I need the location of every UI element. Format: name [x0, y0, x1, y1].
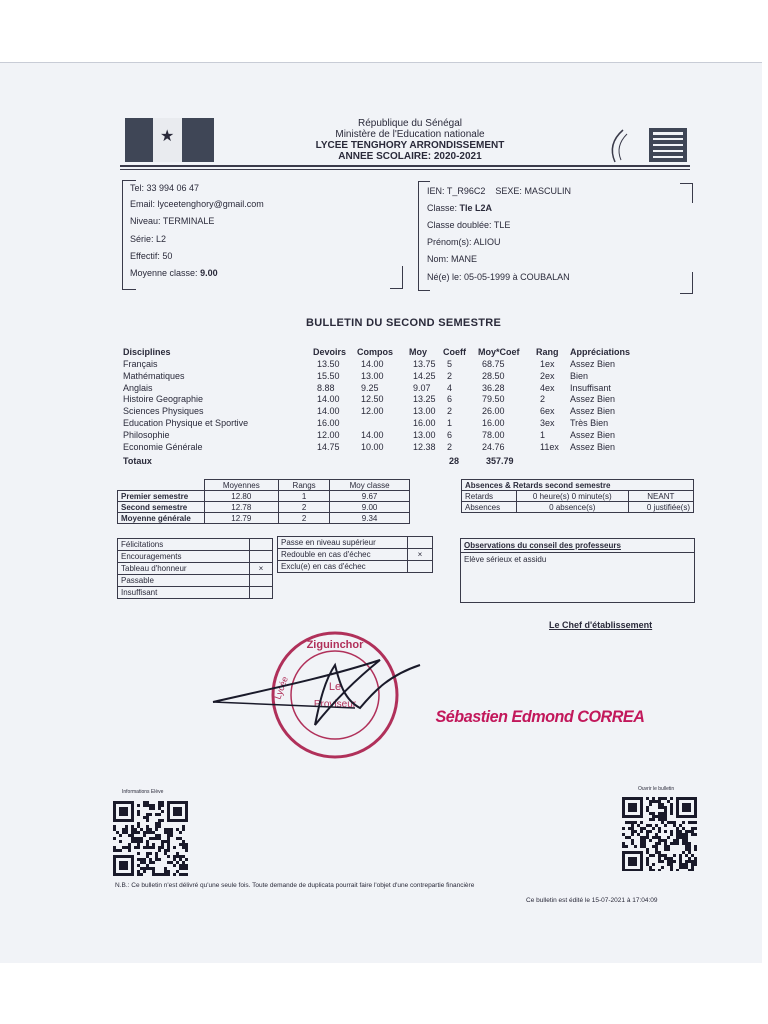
grade-cell: 24.76 [482, 441, 505, 452]
grade-cell: 16.00 [413, 418, 436, 428]
grade-cell: 15.50 [317, 370, 340, 381]
grade-cell: 2 [447, 406, 453, 417]
grades-header-7: Appréciations [570, 347, 631, 357]
absences-table [461, 479, 694, 513]
semester-header-row: Moyennes Rangs Moy classe [118, 480, 410, 491]
grade-cell: 14.00 [317, 406, 340, 417]
student-prenom: Prénom(s): ALIOU [427, 237, 501, 247]
qr-code-bulletin-icon[interactable] [622, 797, 700, 871]
absences-title: Absences & Retards second semestre [462, 480, 694, 491]
grade-cell: 2 [540, 394, 546, 405]
school-tel: Tel: 33 994 06 47 [130, 183, 200, 193]
grade-cell: 26.00 [482, 406, 505, 417]
student-birth: Né(e) le: 05-05-1999 à COUBALAN [427, 272, 570, 282]
header-rule [120, 165, 690, 167]
grades-totals-moycoef: 357.79 [486, 456, 514, 466]
grade-cell: 1ex [540, 359, 555, 369]
table-row: Exclu(e) en cas d'échec [278, 561, 433, 573]
student-classe-doublee: Classe doublée: TLE [427, 220, 511, 230]
observations-text: Elève sérieux et assidu [464, 555, 547, 564]
grade-subject: Français [123, 359, 158, 369]
document-header [280, 118, 540, 162]
observations-box [460, 538, 695, 603]
table-row: Second semestre 12.78 2 9.00 [118, 502, 410, 513]
grade-cell: 4ex [540, 382, 555, 393]
grades-totals-coeff: 28 [449, 456, 460, 466]
table-row: Tableau d'honneur × [118, 563, 273, 575]
table-row: Encouragements [118, 551, 273, 563]
grade-cell: 6 [447, 394, 453, 405]
grade-subject: Sciences Physiques [123, 406, 204, 417]
grades-header-0: Disciplines [123, 347, 171, 357]
school-niveau: Niveau: TERMINALE [130, 216, 215, 226]
grade-cell: 9.25 [361, 382, 379, 393]
grade-cell: 13.00 [413, 406, 436, 417]
grade-cell: 79.50 [482, 394, 505, 405]
grade-cell: Très Bien [570, 418, 609, 428]
table-row: Insuffisant [118, 587, 273, 599]
grade-cell: 12.00 [361, 406, 384, 417]
table-row: Premier semestre 12.80 1 9.67 [118, 491, 410, 502]
stamp-left-text: Lycée [272, 675, 290, 701]
qr-right-label: Ouvrir le bulletin [638, 786, 675, 792]
grade-cell: 28.50 [482, 370, 505, 381]
school-email: Email: lyceetenghory@gmail.com [130, 199, 264, 209]
grade-cell: 13.75 [413, 359, 436, 369]
edited-timestamp: Ce bulletin est édité le 15-07-2021 à 17:04:09 [526, 897, 658, 904]
grade-cell: 2ex [540, 370, 555, 381]
grade-cell: 10.00 [361, 441, 384, 452]
grade-cell: 16.00 [482, 418, 505, 428]
grade-cell: Bien [570, 370, 589, 381]
grade-cell: 11ex [540, 441, 559, 452]
header-ministry: Ministère de l'Education nationale [335, 129, 485, 140]
grades-header-1: Devoirs [313, 347, 347, 357]
grades-header-2: Compos [357, 347, 393, 357]
grade-cell: 14.75 [317, 441, 340, 452]
handwritten-signature [213, 660, 420, 725]
qr-left-label: Informations Elève [122, 789, 164, 795]
qr-code-student-icon[interactable] [113, 801, 191, 877]
grade-cell: 2 [447, 370, 453, 381]
grade-cell: 14.25 [413, 370, 436, 381]
grades-header-5: Moy*Coef [478, 347, 520, 357]
grades-header-4: Coeff [443, 347, 466, 357]
grade-cell: Assez Bien [570, 406, 616, 417]
grade-cell: Assez Bien [570, 394, 616, 405]
decisions-table [277, 536, 433, 573]
table-row: Passable [118, 575, 273, 587]
grades-header-6: Rang [536, 347, 559, 357]
grades-header-3: Moy [409, 347, 427, 357]
official-stamp [205, 630, 430, 760]
stamp-le-text: Le [328, 681, 342, 693]
grade-cell: 6 [447, 429, 453, 440]
header-rule-thin [120, 169, 690, 170]
grade-cell: 12.00 [317, 429, 340, 440]
grade-cell: 13.50 [317, 359, 340, 369]
school-effectif: Effectif: 50 [130, 251, 173, 261]
stamp-top-text: Ziguinchor [306, 639, 364, 651]
table-row: Félicitations [118, 539, 273, 551]
header-republic: République du Sénégal [358, 118, 462, 129]
table-row: Moyenne générale 12.79 2 9.34 [118, 513, 410, 524]
grade-cell: 12.38 [413, 441, 436, 452]
grade-subject: Education Physique et Sportive [123, 418, 249, 428]
student-nom: Nom: MANE [427, 254, 478, 264]
grade-cell: 13.00 [361, 370, 384, 381]
grade-cell: 3ex [540, 418, 555, 428]
grade-cell: 5 [447, 359, 453, 369]
grade-cell: 13.00 [413, 429, 436, 440]
grade-cell: 16.00 [317, 418, 340, 428]
grade-cell: 14.00 [317, 394, 340, 405]
grade-cell: 1 [540, 429, 546, 440]
signatory-name: Sébastien Edmond CORREA [435, 707, 645, 726]
grade-subject: Philosophie [123, 429, 170, 440]
chef-label: Le Chef d'établissement [549, 620, 653, 630]
semester-table [117, 479, 410, 524]
grade-cell: Assez Bien [570, 441, 616, 452]
grade-cell: Assez Bien [570, 429, 616, 440]
grades-totals-label: Totaux [123, 456, 152, 466]
grade-subject: Anglais [123, 382, 153, 393]
grade-subject: Mathématiques [123, 370, 185, 381]
student-ien: IEN: T_R96C2 SEXE: MASCULIN [427, 186, 571, 196]
grade-cell: 2 [447, 441, 453, 452]
school-class-average: Moyenne classe: 9.00 [130, 268, 218, 278]
grade-subject: Histoire Geographie [123, 394, 204, 405]
school-serie: Série: L2 [130, 234, 167, 244]
grade-cell: 1 [447, 418, 453, 428]
header-year: ANNEE SCOLAIRE: 2020-2021 [338, 151, 482, 162]
table-row: Absences 0 absence(s) 0 justifiée(s) [462, 502, 694, 513]
grade-cell: 68.75 [482, 359, 505, 369]
grade-cell: 12.50 [361, 394, 384, 405]
school-logo-icon [605, 124, 690, 166]
grade-cell: 9.07 [413, 382, 431, 393]
grade-subject: Economie Générale [123, 441, 203, 452]
grade-cell: Insuffisant [570, 382, 611, 393]
table-row: Retards 0 heure(s) 0 minute(s) NEANT [462, 491, 694, 502]
header-school: LYCEE TENGHORY ARRONDISSEMENT [315, 140, 505, 151]
grade-cell: 36.28 [482, 382, 505, 393]
table-row: Redouble en cas d'échec × [278, 549, 433, 561]
observations-title: Observations du conseil des professeurs [461, 539, 694, 553]
grade-cell: 14.00 [361, 359, 384, 369]
grade-cell: Assez Bien [570, 359, 616, 369]
grade-cell: 78.00 [482, 429, 505, 440]
distinctions-table [117, 538, 273, 599]
grade-cell: 14.00 [361, 429, 384, 440]
table-row: Passe en niveau supérieur [278, 537, 433, 549]
student-classe: Classe: Tle L2A [427, 203, 493, 213]
bulletin-title: BULLETIN DU SECOND SEMESTRE [306, 317, 502, 329]
grade-cell: 6ex [540, 406, 555, 417]
grade-cell: 4 [447, 382, 453, 393]
footnote: N.B.: Ce bulletin n'est délivré qu'une seule fois. Toute demande de duplicata pourrait faire l'objet d'une contrepartie financière [115, 882, 475, 889]
stamp-proviseur-text: Proviseur [313, 699, 357, 710]
grade-cell: 13.25 [413, 394, 436, 405]
grade-cell: 8.88 [317, 382, 335, 393]
